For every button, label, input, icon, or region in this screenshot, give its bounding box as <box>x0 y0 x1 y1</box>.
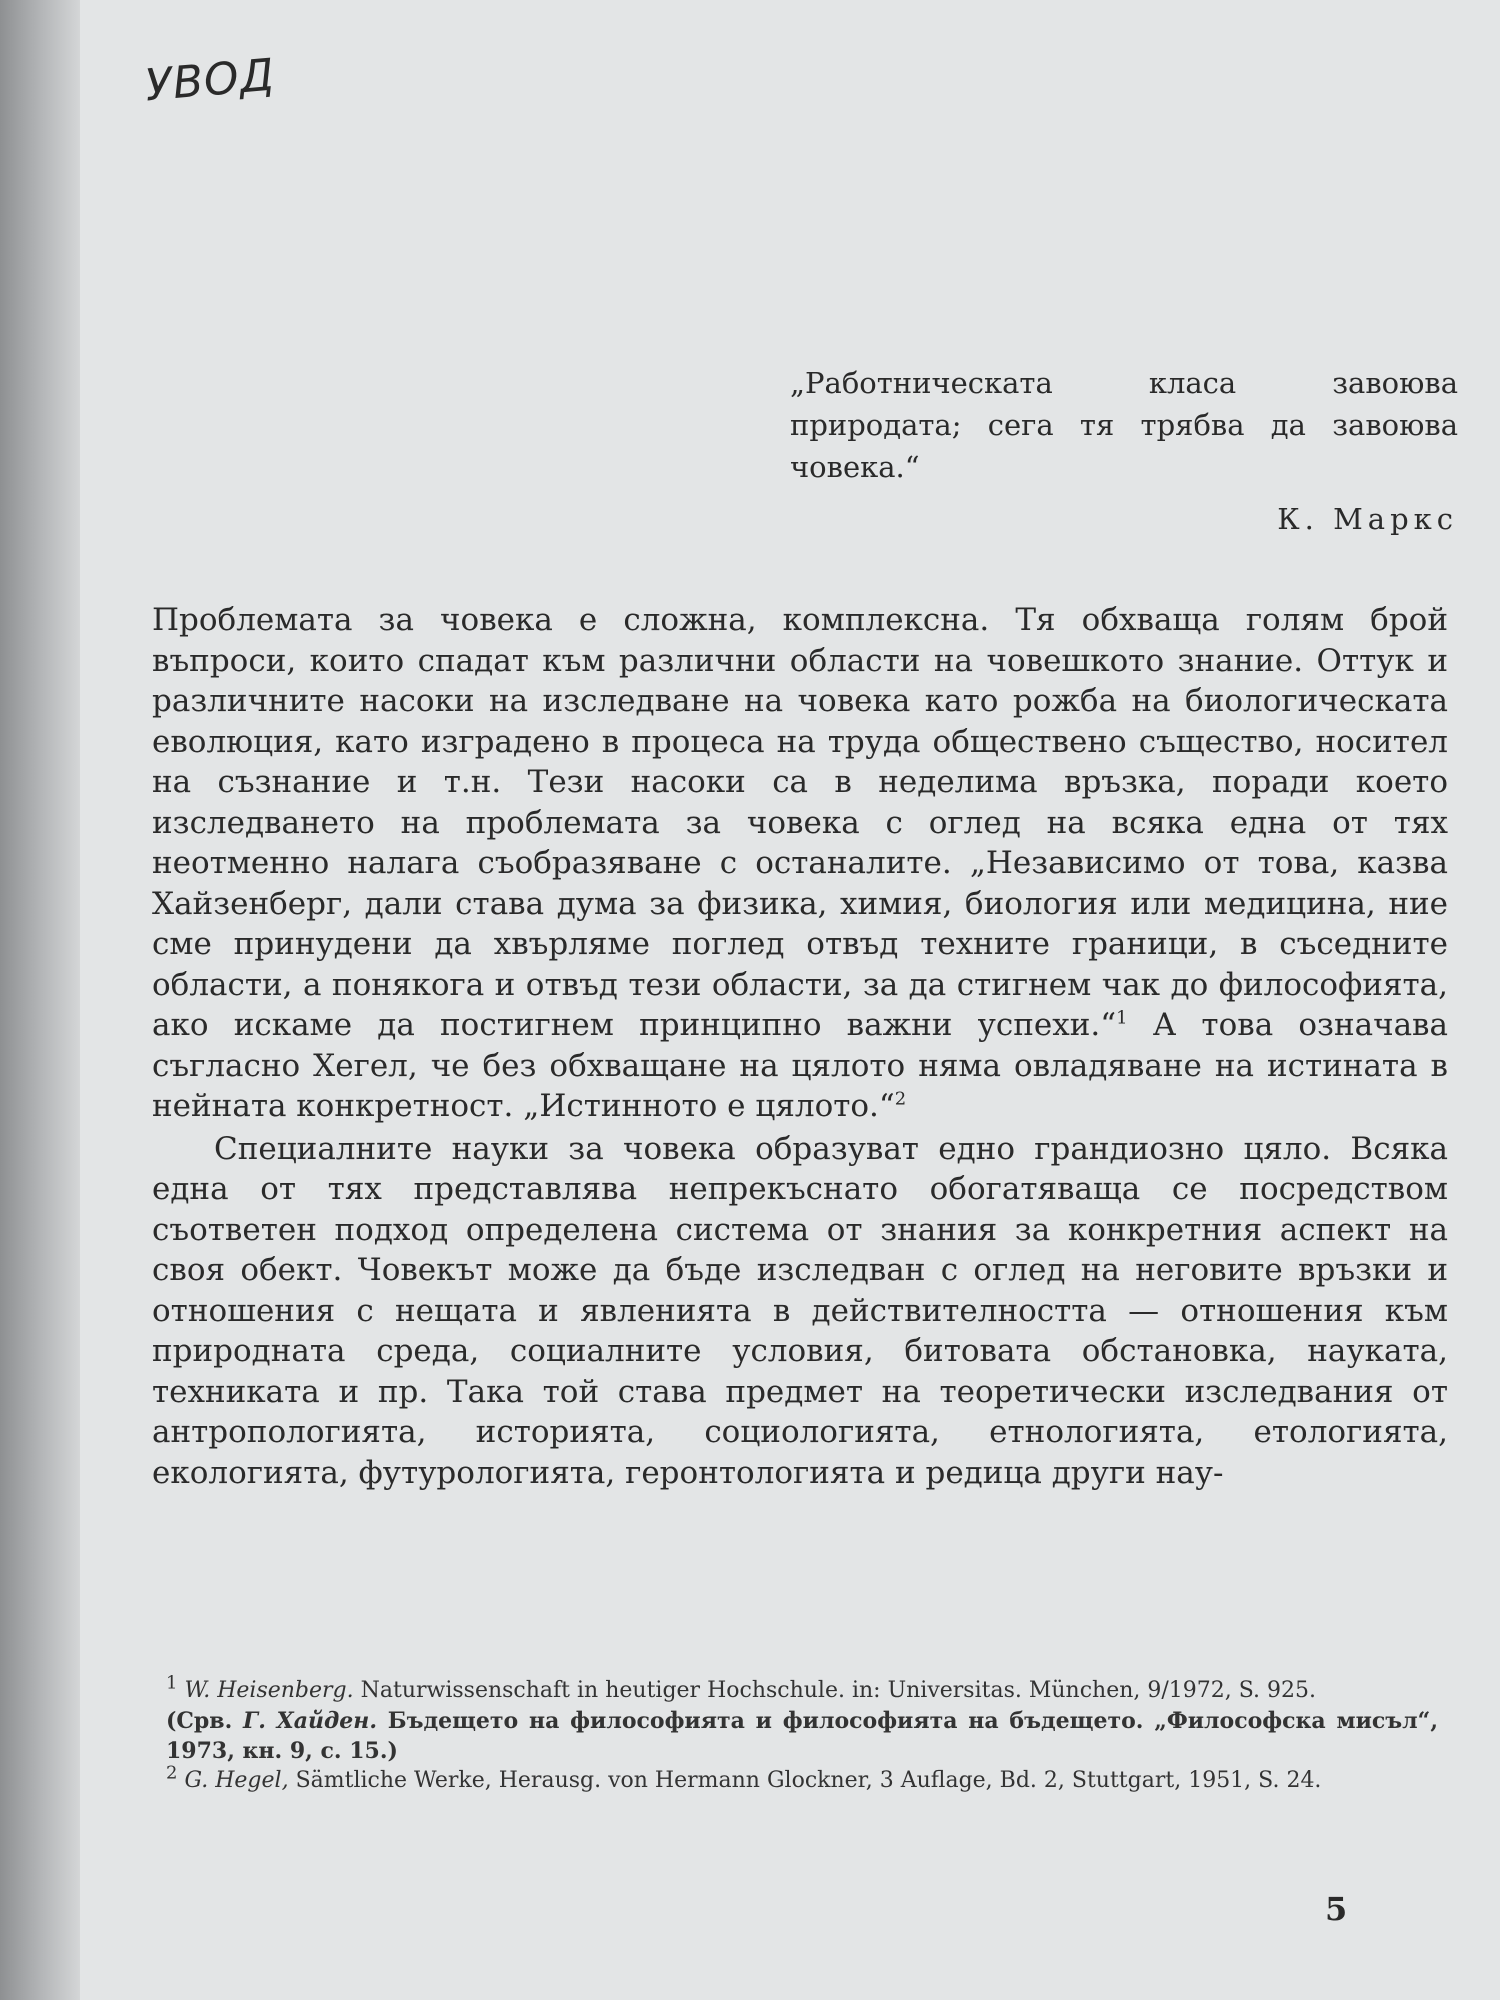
book-binding-shadow <box>0 0 80 2000</box>
epigraph <box>790 362 1458 536</box>
epigraph-quote: „Работническата класа завоюва природата; сега тя трябва да завоюва човека.“ <box>790 366 1458 484</box>
footnote-ref-2: 2 <box>894 1088 907 1110</box>
footnote-1-addendum-prefix: (Срв. <box>166 1708 244 1734</box>
footnote-1-author: W. Heisenberg. <box>184 1678 354 1703</box>
footnote-2-author: G. Hegel, <box>184 1768 289 1793</box>
footnote-2-number: 2 <box>166 1762 178 1784</box>
chapter-heading: УВОД <box>143 49 277 112</box>
footnote-1-addendum-text: Бъдещето на философията и философията на бъдещето. „Философска мисъл“, 1973, кн. 9, с. 15.) <box>166 1708 1438 1764</box>
footnotes <box>166 1672 1438 1796</box>
footnote-ref-1: 1 <box>1116 1007 1128 1029</box>
epigraph-author: К. Маркс <box>1277 502 1458 536</box>
footnote-1-text: Naturwissenschaft in heutiger Hochschule. in: Universitas. München, 9/1972, S. 925. <box>353 1678 1317 1703</box>
footnote-1-addendum-author: Г. Хайден. <box>243 1708 377 1734</box>
paragraph-1-text: Проблемата за човека е сложна, комплексна. Тя обхваща голям брой въпроси, които спадат към различни области на човешкото знание. Оттук и различните насоки на изследване на човека като рожба на биологическата еволюция, като изградено в процеса на труда обществено същество, носител на съзнание и т.н. Тези насоки са в неделима връзка, поради което изследването на проблемата за човека с оглед на всяка една от тях неотменно налага съобразяване с останалите. „Независимо от това, казва Хайзенберг, дали става дума за физика, химия, биология или медицина, ние сме принудени да хвърляме поглед отвъд техните граници, в съседните области, а понякога и отвъд тези области, за да стигнем чак до философията, ако искаме да постигнем принципно важни успехи.“ <box>152 602 1448 1043</box>
book-page <box>80 0 1500 2000</box>
page-number: 5 <box>1325 1890 1348 1928</box>
paragraph-1-text-cont: А това означава съгласно Хегел, че без обхващане на цялото няма овладяване на истината в нейната конкретност. „Истинното е цялото.“ <box>152 1007 1448 1124</box>
footnote-2 <box>166 1762 1438 1796</box>
paragraph-2: Специалните науки за човека образуват едно грандиозно цяло. Всяка една от тях представлява непрекъснато обогатяваща се посредством съответен подход определена система от знания за конкретния аспект на своя обект. Човекът може да бъде изследван с оглед на неговите връзки и отношения с нещата и явленията в действителността — отношения към природната среда, социалните условия, битовата обстановка, науката, техниката и пр. Така той става предмет на теоретически изследвания от антропологията, историята, социологията, етнологията, етологията, екологията, футурологията, геронтологията и редица други нау- <box>152 1130 1448 1491</box>
footnote-2-text: Sämtliche Werke, Herausg. von Hermann Glockner, 3 Auflage, Bd. 2, Stuttgart, 1951, S. 24. <box>288 1768 1322 1793</box>
paragraph-1 <box>152 600 1448 1127</box>
footnote-1 <box>166 1672 1438 1706</box>
footnote-1-number: 1 <box>166 1672 178 1694</box>
main-text <box>152 600 1448 1493</box>
footnote-1-addendum <box>166 1706 1438 1766</box>
